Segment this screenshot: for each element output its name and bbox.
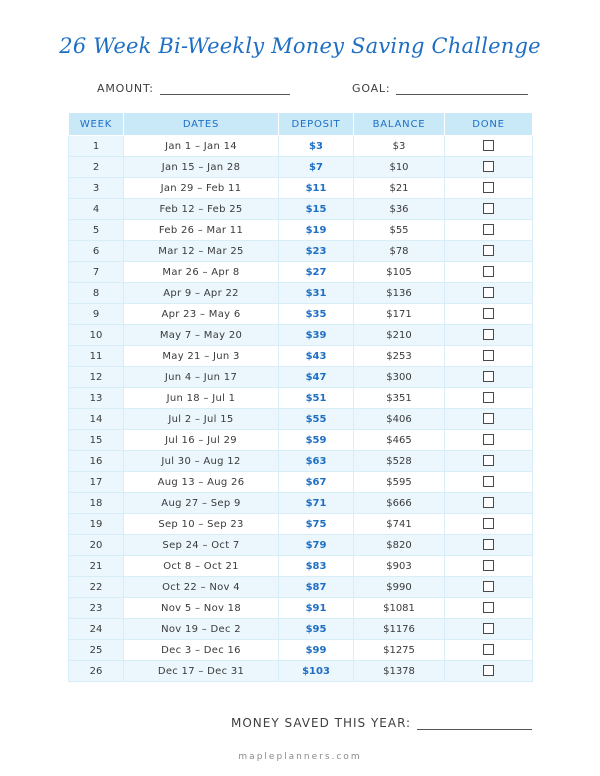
week-cell: 4 bbox=[69, 199, 124, 220]
week-cell: 7 bbox=[69, 262, 124, 283]
done-cell bbox=[445, 619, 533, 640]
table-row bbox=[69, 451, 533, 472]
checkbox-icon[interactable] bbox=[483, 371, 494, 382]
deposit-cell: $31 bbox=[279, 283, 354, 304]
table-row bbox=[69, 199, 533, 220]
done-cell bbox=[445, 304, 533, 325]
table-row bbox=[69, 598, 533, 619]
balance-cell: $136 bbox=[354, 283, 445, 304]
done-cell bbox=[445, 535, 533, 556]
balance-cell: $406 bbox=[354, 409, 445, 430]
table-row bbox=[69, 514, 533, 535]
dates-cell: Jul 2 – Jul 15 bbox=[124, 409, 279, 430]
table-row bbox=[69, 430, 533, 451]
done-cell bbox=[445, 472, 533, 493]
done-cell bbox=[445, 283, 533, 304]
deposit-cell: $27 bbox=[279, 262, 354, 283]
amount-field[interactable] bbox=[97, 82, 290, 95]
done-cell bbox=[445, 640, 533, 661]
done-cell bbox=[445, 346, 533, 367]
done-cell bbox=[445, 388, 533, 409]
dates-cell: Nov 5 – Nov 18 bbox=[124, 598, 279, 619]
balance-cell: $10 bbox=[354, 157, 445, 178]
header-dates: DATES bbox=[124, 113, 279, 136]
table-row bbox=[69, 346, 533, 367]
table-row bbox=[69, 304, 533, 325]
dates-cell: Aug 27 – Sep 9 bbox=[124, 493, 279, 514]
table-row bbox=[69, 472, 533, 493]
done-cell bbox=[445, 514, 533, 535]
dates-cell: Feb 26 – Mar 11 bbox=[124, 220, 279, 241]
checkbox-icon[interactable] bbox=[483, 623, 494, 634]
balance-cell: $351 bbox=[354, 388, 445, 409]
table-row bbox=[69, 325, 533, 346]
checkbox-icon[interactable] bbox=[483, 350, 494, 361]
deposit-cell: $47 bbox=[279, 367, 354, 388]
dates-cell: Sep 24 – Oct 7 bbox=[124, 535, 279, 556]
deposit-cell: $71 bbox=[279, 493, 354, 514]
balance-cell: $36 bbox=[354, 199, 445, 220]
checkbox-icon[interactable] bbox=[483, 182, 494, 193]
week-cell: 10 bbox=[69, 325, 124, 346]
checkbox-icon[interactable] bbox=[483, 539, 494, 550]
dates-cell: Jul 16 – Jul 29 bbox=[124, 430, 279, 451]
table-row bbox=[69, 283, 533, 304]
money-saved-label: MONEY SAVED THIS YEAR: bbox=[231, 716, 412, 730]
week-cell: 21 bbox=[69, 556, 124, 577]
week-cell: 5 bbox=[69, 220, 124, 241]
header-balance: BALANCE bbox=[354, 113, 445, 136]
table-row bbox=[69, 157, 533, 178]
week-cell: 8 bbox=[69, 283, 124, 304]
deposit-cell: $75 bbox=[279, 514, 354, 535]
balance-cell: $990 bbox=[354, 577, 445, 598]
week-cell: 2 bbox=[69, 157, 124, 178]
deposit-cell: $95 bbox=[279, 619, 354, 640]
table-row bbox=[69, 220, 533, 241]
week-cell: 16 bbox=[69, 451, 124, 472]
week-cell: 22 bbox=[69, 577, 124, 598]
deposit-cell: $19 bbox=[279, 220, 354, 241]
done-cell bbox=[445, 157, 533, 178]
checkbox-icon[interactable] bbox=[483, 455, 494, 466]
done-cell bbox=[445, 409, 533, 430]
week-cell: 26 bbox=[69, 661, 124, 682]
dates-cell: Jan 29 – Feb 11 bbox=[124, 178, 279, 199]
checkbox-icon[interactable] bbox=[483, 203, 494, 214]
week-cell: 1 bbox=[69, 136, 124, 157]
deposit-cell: $55 bbox=[279, 409, 354, 430]
balance-cell: $21 bbox=[354, 178, 445, 199]
balance-cell: $1378 bbox=[354, 661, 445, 682]
table-row bbox=[69, 619, 533, 640]
goal-field[interactable] bbox=[352, 82, 528, 95]
deposit-cell: $39 bbox=[279, 325, 354, 346]
done-cell bbox=[445, 556, 533, 577]
deposit-cell: $83 bbox=[279, 556, 354, 577]
week-cell: 24 bbox=[69, 619, 124, 640]
table-row bbox=[69, 136, 533, 157]
dates-cell: Mar 26 – Apr 8 bbox=[124, 262, 279, 283]
checkbox-icon[interactable] bbox=[483, 161, 494, 172]
week-cell: 20 bbox=[69, 535, 124, 556]
table-row bbox=[69, 367, 533, 388]
week-cell: 17 bbox=[69, 472, 124, 493]
table-header-row bbox=[69, 113, 533, 136]
done-cell bbox=[445, 199, 533, 220]
balance-cell: $1176 bbox=[354, 619, 445, 640]
deposit-cell: $51 bbox=[279, 388, 354, 409]
balance-cell: $300 bbox=[354, 367, 445, 388]
week-cell: 25 bbox=[69, 640, 124, 661]
week-cell: 6 bbox=[69, 241, 124, 262]
dates-cell: Apr 23 – May 6 bbox=[124, 304, 279, 325]
balance-cell: $528 bbox=[354, 451, 445, 472]
checkbox-icon[interactable] bbox=[483, 329, 494, 340]
deposit-cell: $15 bbox=[279, 199, 354, 220]
dates-cell: Dec 3 – Dec 16 bbox=[124, 640, 279, 661]
table-row bbox=[69, 493, 533, 514]
deposit-cell: $103 bbox=[279, 661, 354, 682]
balance-cell: $903 bbox=[354, 556, 445, 577]
deposit-cell: $87 bbox=[279, 577, 354, 598]
money-saved-line[interactable] bbox=[417, 718, 532, 730]
deposit-cell: $7 bbox=[279, 157, 354, 178]
checkbox-icon[interactable] bbox=[483, 665, 494, 676]
deposit-cell: $67 bbox=[279, 472, 354, 493]
checkbox-icon[interactable] bbox=[483, 497, 494, 508]
dates-cell: Nov 19 – Dec 2 bbox=[124, 619, 279, 640]
balance-cell: $820 bbox=[354, 535, 445, 556]
done-cell bbox=[445, 262, 533, 283]
checkbox-icon[interactable] bbox=[483, 266, 494, 277]
deposit-cell: $3 bbox=[279, 136, 354, 157]
balance-cell: $55 bbox=[354, 220, 445, 241]
week-cell: 11 bbox=[69, 346, 124, 367]
table-row bbox=[69, 661, 533, 682]
week-cell: 13 bbox=[69, 388, 124, 409]
week-cell: 15 bbox=[69, 430, 124, 451]
dates-cell: Mar 12 – Mar 25 bbox=[124, 241, 279, 262]
week-cell: 14 bbox=[69, 409, 124, 430]
checkbox-icon[interactable] bbox=[483, 434, 494, 445]
week-cell: 18 bbox=[69, 493, 124, 514]
done-cell bbox=[445, 136, 533, 157]
week-cell: 19 bbox=[69, 514, 124, 535]
table-body bbox=[69, 136, 533, 682]
deposit-cell: $59 bbox=[279, 430, 354, 451]
balance-cell: $171 bbox=[354, 304, 445, 325]
dates-cell: Jan 15 – Jan 28 bbox=[124, 157, 279, 178]
done-cell bbox=[445, 367, 533, 388]
dates-cell: Jan 1 – Jan 14 bbox=[124, 136, 279, 157]
checkbox-icon[interactable] bbox=[483, 308, 494, 319]
checkbox-icon[interactable] bbox=[483, 476, 494, 487]
dates-cell: Oct 8 – Oct 21 bbox=[124, 556, 279, 577]
site-footer: mapleplanners.com bbox=[238, 752, 362, 762]
table-row bbox=[69, 556, 533, 577]
table-row bbox=[69, 178, 533, 199]
table-row bbox=[69, 577, 533, 598]
checkbox-icon[interactable] bbox=[483, 602, 494, 613]
balance-cell: $105 bbox=[354, 262, 445, 283]
table-row bbox=[69, 409, 533, 430]
checkbox-icon[interactable] bbox=[483, 644, 494, 655]
balance-cell: $210 bbox=[354, 325, 445, 346]
week-cell: 23 bbox=[69, 598, 124, 619]
dates-cell: Aug 13 – Aug 26 bbox=[124, 472, 279, 493]
dates-cell: Oct 22 – Nov 4 bbox=[124, 577, 279, 598]
dates-cell: Apr 9 – Apr 22 bbox=[124, 283, 279, 304]
checkbox-icon[interactable] bbox=[483, 245, 494, 256]
table-row bbox=[69, 535, 533, 556]
dates-cell: May 21 – Jun 3 bbox=[124, 346, 279, 367]
checkbox-icon[interactable] bbox=[483, 392, 494, 403]
money-saved-field[interactable] bbox=[231, 716, 532, 730]
amount-line[interactable] bbox=[160, 84, 290, 95]
checkbox-icon[interactable] bbox=[483, 581, 494, 592]
dates-cell: May 7 – May 20 bbox=[124, 325, 279, 346]
deposit-cell: $35 bbox=[279, 304, 354, 325]
dates-cell: Jun 18 – Jul 1 bbox=[124, 388, 279, 409]
table-row bbox=[69, 640, 533, 661]
deposit-cell: $23 bbox=[279, 241, 354, 262]
balance-cell: $465 bbox=[354, 430, 445, 451]
dates-cell: Feb 12 – Feb 25 bbox=[124, 199, 279, 220]
balance-cell: $741 bbox=[354, 514, 445, 535]
table-row bbox=[69, 388, 533, 409]
header-deposit: DEPOSIT bbox=[279, 113, 354, 136]
deposit-cell: $43 bbox=[279, 346, 354, 367]
done-cell bbox=[445, 451, 533, 472]
balance-cell: $1081 bbox=[354, 598, 445, 619]
checkbox-icon[interactable] bbox=[483, 413, 494, 424]
deposit-cell: $11 bbox=[279, 178, 354, 199]
balance-cell: $595 bbox=[354, 472, 445, 493]
done-cell bbox=[445, 220, 533, 241]
done-cell bbox=[445, 493, 533, 514]
checkbox-icon[interactable] bbox=[483, 518, 494, 529]
done-cell bbox=[445, 598, 533, 619]
goal-line[interactable] bbox=[396, 84, 528, 95]
header-done: DONE bbox=[445, 113, 533, 136]
week-cell: 9 bbox=[69, 304, 124, 325]
checkbox-icon[interactable] bbox=[483, 140, 494, 151]
done-cell bbox=[445, 577, 533, 598]
checkbox-icon[interactable] bbox=[483, 224, 494, 235]
week-cell: 12 bbox=[69, 367, 124, 388]
balance-cell: $3 bbox=[354, 136, 445, 157]
dates-cell: Jul 30 – Aug 12 bbox=[124, 451, 279, 472]
goal-label: GOAL: bbox=[352, 82, 391, 95]
deposit-cell: $79 bbox=[279, 535, 354, 556]
done-cell bbox=[445, 178, 533, 199]
dates-cell: Sep 10 – Sep 23 bbox=[124, 514, 279, 535]
done-cell bbox=[445, 661, 533, 682]
dates-cell: Jun 4 – Jun 17 bbox=[124, 367, 279, 388]
checkbox-icon[interactable] bbox=[483, 560, 494, 571]
header-week: WEEK bbox=[69, 113, 124, 136]
balance-cell: $78 bbox=[354, 241, 445, 262]
dates-cell: Dec 17 – Dec 31 bbox=[124, 661, 279, 682]
page-title: 26 Week Bi-Weekly Money Saving Challenge bbox=[59, 34, 541, 58]
checkbox-icon[interactable] bbox=[483, 287, 494, 298]
balance-cell: $253 bbox=[354, 346, 445, 367]
done-cell bbox=[445, 241, 533, 262]
table-row bbox=[69, 241, 533, 262]
done-cell bbox=[445, 430, 533, 451]
deposit-cell: $63 bbox=[279, 451, 354, 472]
savings-table bbox=[68, 112, 533, 682]
week-cell: 3 bbox=[69, 178, 124, 199]
done-cell bbox=[445, 325, 533, 346]
balance-cell: $1275 bbox=[354, 640, 445, 661]
balance-cell: $666 bbox=[354, 493, 445, 514]
table-row bbox=[69, 262, 533, 283]
amount-label: AMOUNT: bbox=[97, 82, 154, 95]
deposit-cell: $99 bbox=[279, 640, 354, 661]
deposit-cell: $91 bbox=[279, 598, 354, 619]
